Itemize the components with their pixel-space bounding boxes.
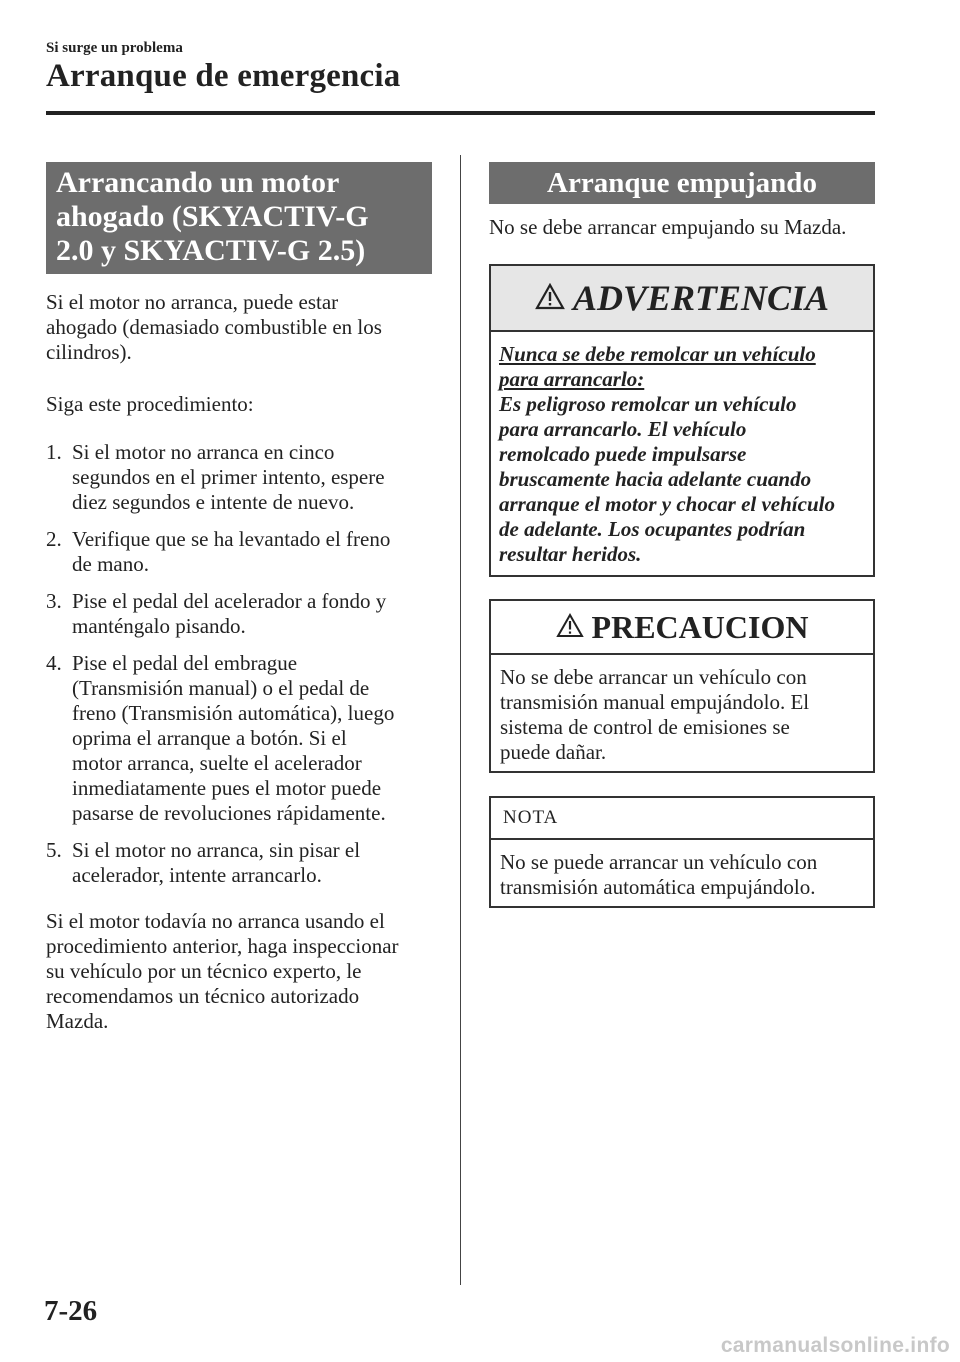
warning-box xyxy=(489,264,875,577)
text-line: arranque el motor y chocar el vehículo xyxy=(499,492,835,516)
warning-header xyxy=(491,266,873,332)
step-text xyxy=(72,651,432,826)
warning-triangle-icon xyxy=(535,277,565,319)
text-line: cilindros). xyxy=(46,340,132,364)
text-line: remolcado puede impulsarse xyxy=(499,442,747,466)
watermark: carmanualsonline.info xyxy=(720,1334,950,1357)
flooded-engine-heading xyxy=(46,162,432,274)
push-start-heading: Arranque empujando xyxy=(489,162,875,204)
text-line: manténgalo pisando. xyxy=(72,614,246,638)
warning-title: ADVERTENCIA xyxy=(572,278,830,318)
step-text xyxy=(72,527,432,577)
text-line: Verifique que se ha levantado el freno xyxy=(72,527,391,551)
text-line: ahogado (demasiado combustible en los xyxy=(46,315,382,339)
header-rule xyxy=(46,111,875,115)
text-line: No se puede arrancar un vehículo con xyxy=(500,850,818,874)
text-line: procedimiento anterior, haga inspeccionar xyxy=(46,934,399,958)
step-text xyxy=(72,440,432,515)
text-line: resultar heridos. xyxy=(499,542,642,566)
text-line: Si el motor no arranca, puede estar xyxy=(46,290,339,314)
page-number: 7-26 xyxy=(44,1295,98,1327)
list-item xyxy=(46,838,432,888)
note-body xyxy=(491,840,873,910)
text-line: recomendamos un técnico autorizado xyxy=(46,984,360,1008)
text-line: transmisión manual empujándolo. El xyxy=(500,690,810,714)
list-item xyxy=(46,527,432,577)
step-number: 2. xyxy=(46,527,62,551)
text-line: Si el motor todavía no arranca usando el xyxy=(46,909,385,933)
text-line: puede dañar. xyxy=(500,740,607,764)
caution-title: PRECAUCION xyxy=(591,608,809,645)
caution-box xyxy=(489,599,875,773)
text-line: pasarse de revoluciones rápidamente. xyxy=(72,801,386,825)
caution-body xyxy=(491,655,873,775)
note-box xyxy=(489,796,875,908)
note-header: NOTA xyxy=(491,798,873,840)
procedure-steps xyxy=(46,440,432,900)
heading-line: Arrancando un motor xyxy=(56,166,340,199)
text-line: Mazda. xyxy=(46,1009,109,1033)
text-line: Si el motor no arranca en cinco xyxy=(72,440,335,464)
heading-line: ahogado (SKYACTIV-G xyxy=(56,200,369,233)
text-line: para arrancarlo. El vehículo xyxy=(499,417,747,441)
warning-emphasis-line: para arrancarlo: xyxy=(499,367,645,391)
text-line: de mano. xyxy=(72,552,149,576)
text-line: Es peligroso remolcar un vehículo xyxy=(499,392,797,416)
text-line: (Transmisión manual) o el pedal de xyxy=(72,676,370,700)
warning-triangle-icon xyxy=(556,609,584,646)
text-line: su vehículo por un técnico experto, le xyxy=(46,959,362,983)
text-line: diez segundos e intente de nuevo. xyxy=(72,490,355,514)
list-item xyxy=(46,651,432,826)
step-number: 3. xyxy=(46,589,62,613)
text-line: No se debe arrancar un vehículo con xyxy=(500,665,807,689)
warning-body xyxy=(491,332,873,577)
page-title: Arranque de emergencia xyxy=(46,58,401,94)
procedure-label: Siga este procedimiento: xyxy=(46,392,254,416)
text-line: transmisión automática empujándolo. xyxy=(500,875,816,899)
text-line: oprima el arranque a botón. Si el xyxy=(72,726,347,750)
step-number: 5. xyxy=(46,838,62,862)
warning-emphasis-line: Nunca se debe remolcar un vehículo xyxy=(499,342,816,366)
text-line: acelerador, intente arrancarlo. xyxy=(72,863,322,887)
closing-paragraph xyxy=(46,909,432,1034)
text-line: sistema de control de emisiones se xyxy=(500,715,790,739)
column-divider xyxy=(460,155,461,1285)
section-label: Si surge un problema xyxy=(46,40,183,56)
heading-line: 2.0 y SKYACTIV-G 2.5) xyxy=(56,234,366,267)
text-line: inmediatamente pues el motor puede xyxy=(72,776,382,800)
text-line: Si el motor no arranca, sin pisar el xyxy=(72,838,361,862)
step-text xyxy=(72,589,432,639)
text-line: bruscamente hacia adelante cuando xyxy=(499,467,812,491)
list-item xyxy=(46,589,432,639)
intro-paragraph xyxy=(46,290,432,365)
text-line: de adelante. Los ocupantes podrían xyxy=(499,517,806,541)
list-item xyxy=(46,440,432,515)
text-line: motor arranca, suelte el acelerador xyxy=(72,751,362,775)
text-line: freno (Transmisión automática), luego xyxy=(72,701,395,725)
step-text xyxy=(72,838,432,888)
text-line: Pise el pedal del acelerador a fondo y xyxy=(72,589,387,613)
text-line: segundos en el primer intento, espere xyxy=(72,465,385,489)
step-number: 4. xyxy=(46,651,62,675)
push-start-intro: No se debe arrancar empujando su Mazda. xyxy=(489,215,847,239)
caution-header xyxy=(491,601,873,655)
step-number: 1. xyxy=(46,440,62,464)
text-line: Pise el pedal del embrague xyxy=(72,651,298,675)
